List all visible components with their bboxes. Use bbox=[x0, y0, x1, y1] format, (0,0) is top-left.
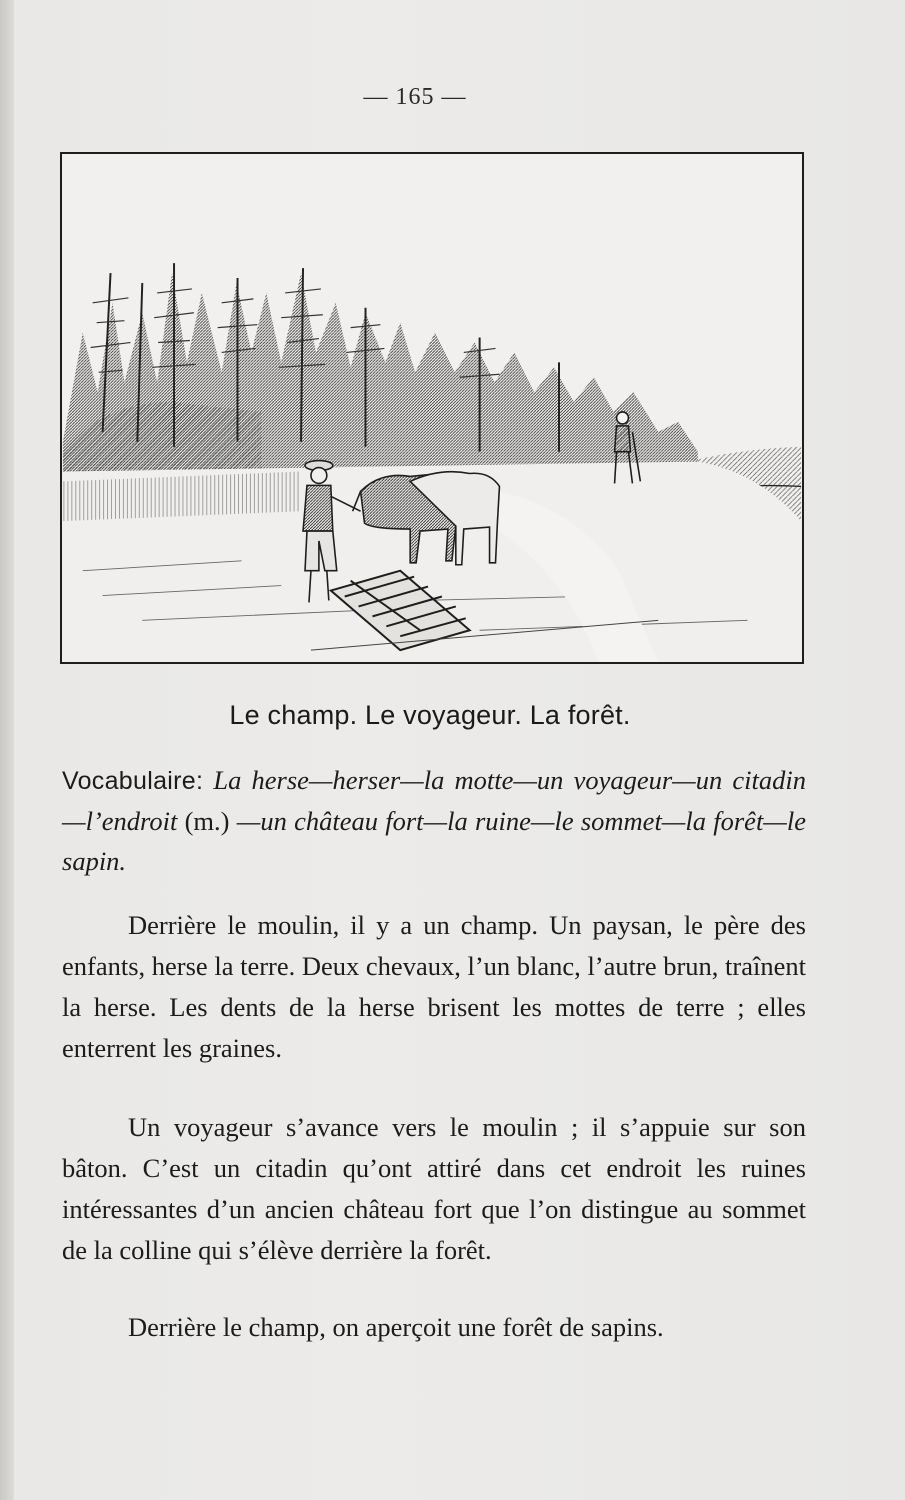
illustration-caption: Le champ. Le voyageur. La forêt. bbox=[229, 700, 631, 730]
vocabulary-separator: : bbox=[195, 767, 204, 795]
vocabulary-block bbox=[62, 760, 806, 881]
vocabulary-words-end: —un château fort—la ruine—le sommet—la forêt—le sapin. bbox=[62, 806, 806, 876]
page-number: — 165 — bbox=[363, 84, 467, 110]
vocabulary-label: Vocabulaire bbox=[62, 767, 196, 795]
vocabulary-gender-note: (m.) bbox=[177, 806, 237, 836]
paragraph-forest: Derrière le champ, on aperçoit une forêt de sapins. bbox=[128, 1312, 664, 1342]
paragraph-field: Derrière le moulin, il y a un champ. Un paysan, le père des enfants, herse la terre. Deux chevaux, l’un blanc, l’autre brun, traînent la herse. Les dents de la herse brisent les mottes de terre ; elles enterrent les graines. bbox=[62, 910, 806, 1063]
paragraph-traveller: Un voyageur s’avance vers le moulin ; il s’appuie sur son bâton. C’est un citadin qu’ont attiré dans cet endroit les ruines intéressantes d’un ancien château fort que l’on distingue au sommet de la colline qui s’élève derrière la forêt. bbox=[62, 1112, 806, 1265]
page-binding-edge bbox=[0, 0, 14, 1500]
ploughing-scene-illustration bbox=[60, 152, 804, 664]
vocabulary-words: La herse—herser—la motte—un voyageur—un citadin—l’endroit bbox=[62, 765, 806, 836]
ploughing-scene-icon bbox=[62, 154, 802, 662]
